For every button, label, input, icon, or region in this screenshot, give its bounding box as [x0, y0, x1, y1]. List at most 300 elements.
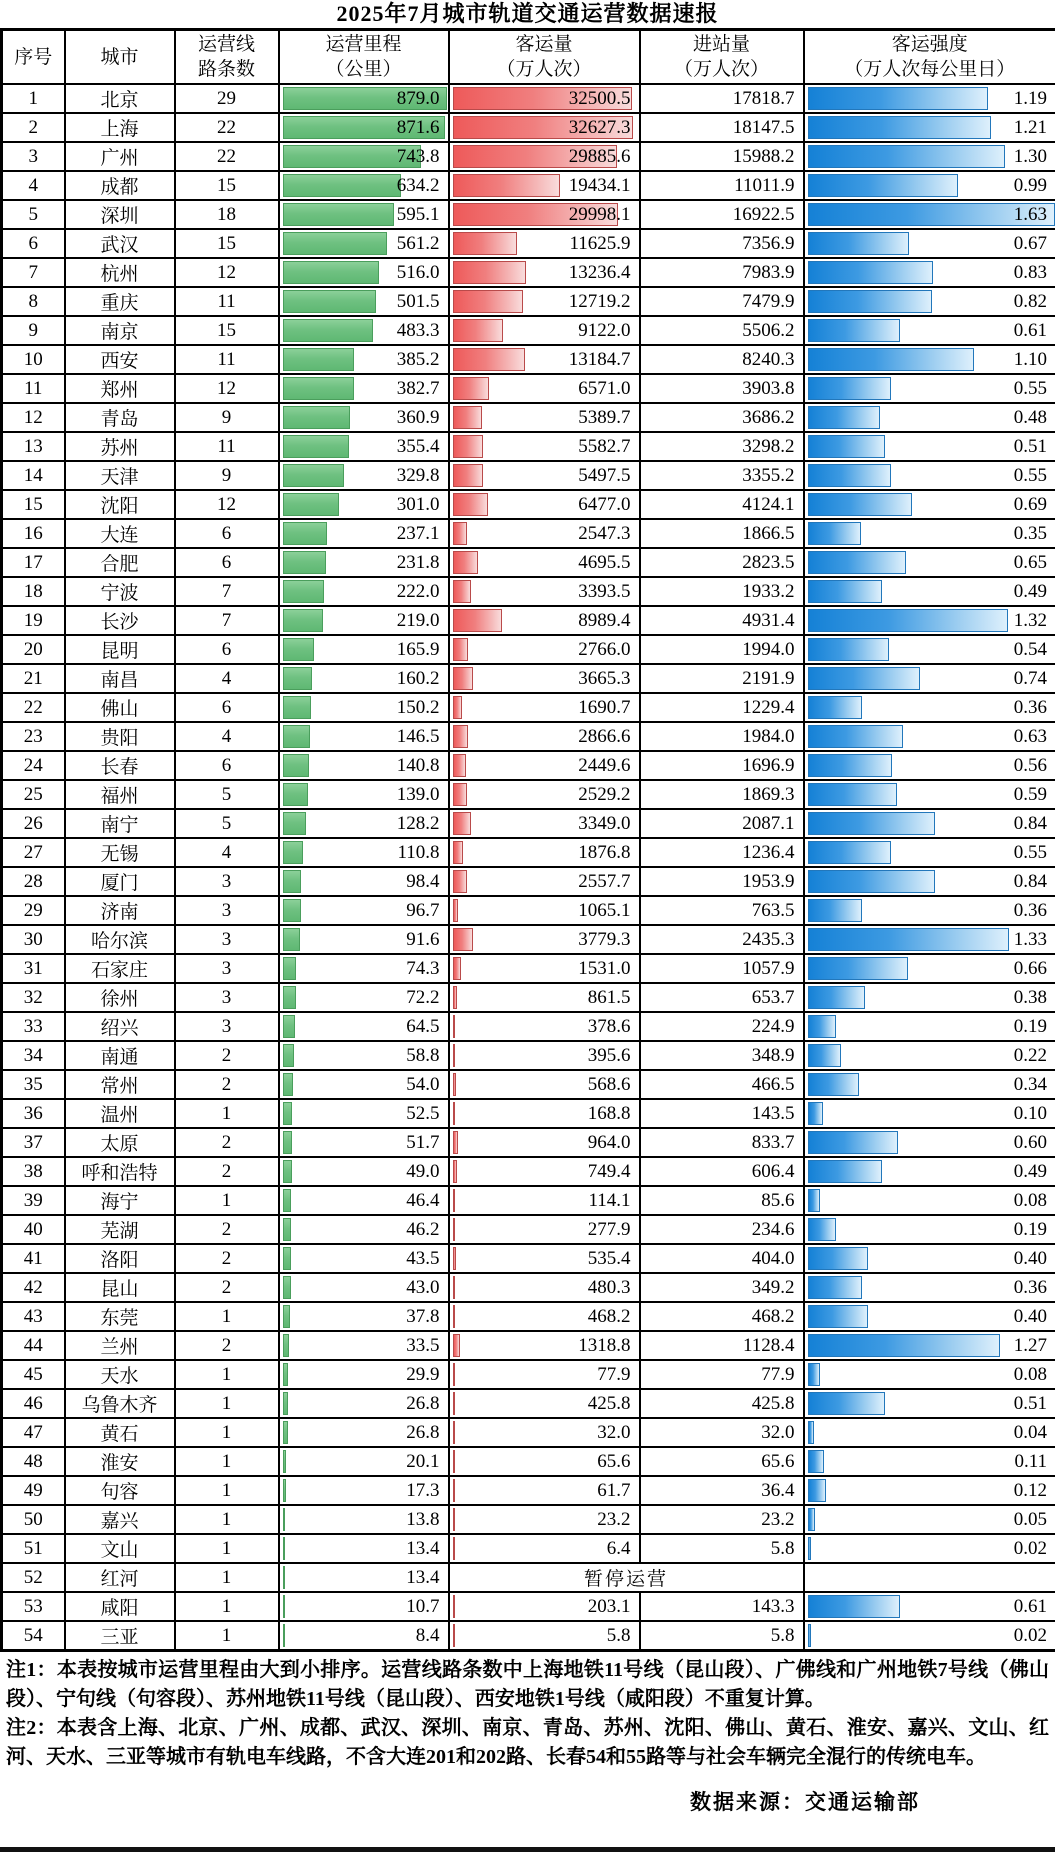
rank-cell: 36: [2, 1099, 65, 1128]
intensity-cell-value: 0.84: [1013, 812, 1047, 834]
mileage-cell-value: 140.8: [396, 754, 440, 776]
city-cell: 南宁: [65, 809, 175, 838]
rank-cell: 17: [2, 548, 65, 577]
mileage-cell: [279, 983, 449, 1012]
entries-cell-value: 8240.3: [742, 348, 795, 370]
lines-count-cell: 1: [175, 1563, 279, 1592]
passengers-cell: [449, 461, 640, 490]
entries-cell: [640, 1476, 804, 1505]
mileage-cell: [279, 1476, 449, 1505]
mileage-cell-value: 871.6: [396, 116, 440, 138]
mileage-cell: [279, 1273, 449, 1302]
passengers-cell-value: 32627.3: [568, 116, 631, 138]
passengers-cell-value: 9122.0: [578, 319, 631, 341]
city-cell: 咸阳: [65, 1592, 175, 1621]
entries-cell: [640, 1099, 804, 1128]
entries-cell: [640, 1534, 804, 1563]
entries-cell-value: 11011.9: [734, 174, 795, 196]
entries-cell-value: 4124.1: [742, 493, 795, 515]
entries-cell-value: 2823.5: [742, 551, 795, 573]
table-row: [2, 954, 1055, 983]
rank-cell: 11: [2, 374, 65, 403]
rank-cell: 40: [2, 1215, 65, 1244]
passengers-cell-value: 535.4: [587, 1247, 631, 1269]
passengers-cell: [449, 1621, 640, 1651]
entries-cell: [640, 1447, 804, 1476]
city-cell: 南通: [65, 1041, 175, 1070]
mileage-cell: [279, 1563, 449, 1592]
rank-cell: 53: [2, 1592, 65, 1621]
passengers-cell: [449, 751, 640, 780]
intensity-cell-value: 0.08: [1013, 1363, 1047, 1385]
entries-cell: [640, 1360, 804, 1389]
city-cell: 句容: [65, 1476, 175, 1505]
entries-cell: [640, 925, 804, 954]
mileage-cell: [279, 1186, 449, 1215]
passengers-cell-value: 32.0: [597, 1421, 631, 1443]
intensity-cell: [804, 1186, 1055, 1215]
intensity-cell-value: 0.61: [1013, 319, 1047, 341]
lines-count-cell: 15: [175, 229, 279, 258]
passengers-cell-value: 61.7: [597, 1479, 631, 1501]
passengers-cell: [449, 345, 640, 374]
lines-count-cell: 2: [175, 1244, 279, 1273]
passengers-cell: [449, 983, 640, 1012]
passengers-cell-value: 1065.1: [578, 899, 631, 921]
table-row: [2, 751, 1055, 780]
entries-cell-value: 5506.2: [742, 319, 795, 341]
intensity-cell-value: 0.19: [1013, 1218, 1047, 1240]
mileage-cell: [279, 577, 449, 606]
intensity-cell: [804, 258, 1055, 287]
lines-count-cell: 12: [175, 258, 279, 287]
intensity-cell-value: 0.08: [1013, 1189, 1047, 1211]
intensity-cell-value: 0.19: [1013, 1015, 1047, 1037]
passengers-cell: [449, 867, 640, 896]
intensity-cell-value: 0.04: [1013, 1421, 1047, 1443]
city-cell: 重庆: [65, 287, 175, 316]
intensity-cell: [804, 345, 1055, 374]
passengers-cell: [449, 1186, 640, 1215]
table-row: [2, 577, 1055, 606]
mileage-cell: [279, 548, 449, 577]
table-row: [2, 374, 1055, 403]
intensity-cell-value: 0.51: [1013, 435, 1047, 457]
city-cell: 深圳: [65, 200, 175, 229]
city-cell: 大连: [65, 519, 175, 548]
rank-cell: 32: [2, 983, 65, 1012]
entries-cell: [640, 345, 804, 374]
passengers-cell: [449, 200, 640, 229]
city-cell: 海宁: [65, 1186, 175, 1215]
rank-cell: 37: [2, 1128, 65, 1157]
lines-count-cell: 2: [175, 1331, 279, 1360]
lines-count-cell: 6: [175, 635, 279, 664]
entries-cell-value: 1933.2: [742, 580, 795, 602]
mileage-cell: [279, 461, 449, 490]
intensity-cell-value: 0.36: [1013, 1276, 1047, 1298]
passengers-cell-value: 277.9: [587, 1218, 631, 1240]
lines-count-cell: 6: [175, 519, 279, 548]
table-row: [2, 258, 1055, 287]
rank-cell: 9: [2, 316, 65, 345]
intensity-cell: [804, 809, 1055, 838]
passengers-cell: [449, 1157, 640, 1186]
mileage-cell: [279, 1447, 449, 1476]
intensity-cell: [804, 838, 1055, 867]
rank-cell: 7: [2, 258, 65, 287]
rank-cell: 4: [2, 171, 65, 200]
city-cell: 杭州: [65, 258, 175, 287]
mileage-cell: [279, 1331, 449, 1360]
note-1: 注1：本表按城市运营里程由大到小排序。运营线路条数中上海地铁11号线（昆山段）、广佛线和广州地铁7号线（佛山段）、宁句线（句容段）、苏州地铁11号线（昆山段）、西安地铁1号线（咸阳段）不重复计算。: [6, 1659, 1049, 1710]
mileage-cell-value: 64.5: [406, 1015, 440, 1037]
intensity-cell-value: 0.05: [1013, 1508, 1047, 1530]
lines-count-cell: 3: [175, 1012, 279, 1041]
rank-cell: 18: [2, 577, 65, 606]
passengers-cell-value: 5582.7: [578, 435, 631, 457]
mileage-cell: [279, 1157, 449, 1186]
mileage-cell: [279, 1389, 449, 1418]
passengers-cell-value: 861.5: [587, 986, 631, 1008]
intensity-cell-value: 0.02: [1013, 1537, 1047, 1559]
mileage-cell: [279, 664, 449, 693]
passengers-cell-value: 13184.7: [568, 348, 631, 370]
mileage-cell: [279, 432, 449, 461]
intensity-cell: [804, 983, 1055, 1012]
passengers-cell-value: 65.6: [597, 1450, 631, 1472]
intensity-cell: [804, 780, 1055, 809]
intensity-cell: [804, 1302, 1055, 1331]
mileage-cell: [279, 925, 449, 954]
lines-count-cell: 4: [175, 722, 279, 751]
passengers-cell-value: 964.0: [587, 1131, 631, 1153]
passengers-cell-value: 6571.0: [578, 377, 631, 399]
mileage-cell: [279, 229, 449, 258]
entries-cell-value: 1984.0: [742, 725, 795, 747]
passengers-cell-value: 77.9: [597, 1363, 631, 1385]
city-cell: 天津: [65, 461, 175, 490]
table-row: [2, 1447, 1055, 1476]
intensity-cell: [804, 519, 1055, 548]
entries-cell: [640, 113, 804, 142]
intensity-cell: [804, 896, 1055, 925]
city-cell: 南昌: [65, 664, 175, 693]
entries-cell: [640, 84, 804, 113]
entries-cell: [640, 896, 804, 925]
intensity-cell-empty: [804, 1563, 1055, 1592]
mileage-cell-value: 26.8: [406, 1392, 440, 1414]
mileage-cell: [279, 1215, 449, 1244]
column-header-0: 序号: [2, 30, 65, 85]
city-cell: 兰州: [65, 1331, 175, 1360]
table-row: [2, 693, 1055, 722]
entries-cell: [640, 171, 804, 200]
entries-cell: [640, 664, 804, 693]
intensity-cell-value: 0.69: [1013, 493, 1047, 515]
passengers-cell: [449, 925, 640, 954]
mileage-cell: [279, 1505, 449, 1534]
city-cell: 石家庄: [65, 954, 175, 983]
table-row: [2, 1418, 1055, 1447]
city-cell: 洛阳: [65, 1244, 175, 1273]
table-row: [2, 635, 1055, 664]
entries-cell: [640, 1244, 804, 1273]
intensity-cell: [804, 1331, 1055, 1360]
mileage-cell: [279, 345, 449, 374]
city-cell: 徐州: [65, 983, 175, 1012]
entries-cell: [640, 1186, 804, 1215]
entries-cell: [640, 258, 804, 287]
intensity-cell-value: 0.99: [1013, 174, 1047, 196]
entries-cell-value: 833.7: [751, 1131, 795, 1153]
passengers-cell: [449, 577, 640, 606]
entries-cell-value: 425.8: [751, 1392, 795, 1414]
entries-cell-value: 763.5: [751, 899, 795, 921]
mileage-cell-value: 58.8: [406, 1044, 440, 1066]
lines-count-cell: 2: [175, 1273, 279, 1302]
page-title: 2025年7月城市轨道交通运营数据速报: [336, 1, 719, 26]
intensity-cell: [804, 374, 1055, 403]
intensity-cell: [804, 1215, 1055, 1244]
entries-cell-value: 23.2: [761, 1508, 795, 1530]
table-row: [2, 1157, 1055, 1186]
lines-count-cell: 11: [175, 432, 279, 461]
rank-cell: 34: [2, 1041, 65, 1070]
passengers-cell: [449, 548, 640, 577]
intensity-cell: [804, 954, 1055, 983]
city-cell: 嘉兴: [65, 1505, 175, 1534]
mileage-cell: [279, 1592, 449, 1621]
intensity-cell-value: 0.49: [1013, 1160, 1047, 1182]
intensity-cell: [804, 316, 1055, 345]
passengers-cell-value: 5389.7: [578, 406, 631, 428]
city-cell: 青岛: [65, 403, 175, 432]
rank-cell: 3: [2, 142, 65, 171]
mileage-cell: [279, 287, 449, 316]
intensity-cell: [804, 113, 1055, 142]
entries-cell: [640, 722, 804, 751]
passengers-cell: [449, 896, 640, 925]
lines-count-cell: 2: [175, 1157, 279, 1186]
rank-cell: 46: [2, 1389, 65, 1418]
city-cell: 沈阳: [65, 490, 175, 519]
entries-cell: [640, 461, 804, 490]
passengers-cell-value: 3349.0: [578, 812, 631, 834]
mileage-cell: [279, 896, 449, 925]
entries-cell-value: 224.9: [751, 1015, 795, 1037]
lines-count-cell: 15: [175, 171, 279, 200]
entries-cell-value: 77.9: [761, 1363, 795, 1385]
passengers-cell-value: 19434.1: [568, 174, 631, 196]
mileage-cell-value: 91.6: [406, 928, 440, 950]
intensity-cell-value: 0.49: [1013, 580, 1047, 602]
entries-cell: [640, 490, 804, 519]
intensity-cell-value: 1.27: [1013, 1334, 1047, 1356]
table-row: [2, 809, 1055, 838]
rank-cell: 14: [2, 461, 65, 490]
mileage-cell-value: 382.7: [396, 377, 440, 399]
mileage-cell: [279, 838, 449, 867]
intensity-cell: [804, 490, 1055, 519]
bottom-divider: [0, 1847, 1055, 1852]
mileage-cell-value: 46.2: [406, 1218, 440, 1240]
intensity-cell-value: 0.36: [1013, 899, 1047, 921]
mileage-cell: [279, 374, 449, 403]
entries-cell: [640, 780, 804, 809]
passengers-cell: [449, 287, 640, 316]
table-row: [2, 722, 1055, 751]
city-cell: 长春: [65, 751, 175, 780]
lines-count-cell: 18: [175, 200, 279, 229]
entries-cell-value: 404.0: [751, 1247, 795, 1269]
intensity-cell: [804, 722, 1055, 751]
lines-count-cell: 2: [175, 1215, 279, 1244]
column-header-1: 城市: [65, 30, 175, 85]
passengers-cell-value: 168.8: [587, 1102, 631, 1124]
mileage-cell: [279, 200, 449, 229]
intensity-cell: [804, 867, 1055, 896]
rank-cell: 16: [2, 519, 65, 548]
intensity-cell-value: 0.61: [1013, 1595, 1047, 1617]
entries-cell: [640, 1505, 804, 1534]
table-row: [2, 1360, 1055, 1389]
lines-count-cell: 3: [175, 867, 279, 896]
lines-count-cell: 1: [175, 1476, 279, 1505]
intensity-cell-value: 1.10: [1013, 348, 1047, 370]
mileage-cell: [279, 84, 449, 113]
mileage-cell-value: 879.0: [396, 87, 440, 109]
passengers-cell: [449, 780, 640, 809]
table-row: [2, 983, 1055, 1012]
intensity-cell: [804, 84, 1055, 113]
intensity-cell-value: 0.66: [1013, 957, 1047, 979]
entries-cell: [640, 1128, 804, 1157]
rank-cell: 22: [2, 693, 65, 722]
passengers-cell: [449, 229, 640, 258]
passengers-cell: [449, 490, 640, 519]
passengers-cell: [449, 1244, 640, 1273]
mileage-cell-value: 150.2: [396, 696, 440, 718]
city-cell: 广州: [65, 142, 175, 171]
intensity-cell: [804, 1273, 1055, 1302]
intensity-cell: [804, 1447, 1055, 1476]
intensity-cell-value: 0.60: [1013, 1131, 1047, 1153]
city-cell: 上海: [65, 113, 175, 142]
lines-count-cell: 2: [175, 1041, 279, 1070]
passengers-cell: [449, 722, 640, 751]
suspended-cell: 暂停运营: [449, 1563, 804, 1592]
passengers-cell: [449, 84, 640, 113]
table-row: [2, 519, 1055, 548]
passengers-cell: [449, 1070, 640, 1099]
passengers-cell: [449, 142, 640, 171]
mileage-cell-value: 74.3: [406, 957, 440, 979]
passengers-cell: [449, 1128, 640, 1157]
table-row: [2, 1621, 1055, 1651]
mileage-cell-value: 26.8: [406, 1421, 440, 1443]
intensity-cell-value: 1.21: [1013, 116, 1047, 138]
column-header-6: 客运强度 （万人次每公里日）: [804, 30, 1055, 85]
table-row: [2, 1012, 1055, 1041]
table-row: [2, 84, 1055, 113]
city-cell: 淮安: [65, 1447, 175, 1476]
mileage-cell-value: 37.8: [406, 1305, 440, 1327]
table-row: [2, 1505, 1055, 1534]
lines-count-cell: 12: [175, 490, 279, 519]
entries-cell: [640, 519, 804, 548]
mileage-cell-value: 165.9: [396, 638, 440, 660]
intensity-cell-value: 1.63: [1013, 203, 1047, 225]
passengers-cell: [449, 316, 640, 345]
table-row: [2, 461, 1055, 490]
passengers-cell-value: 3779.3: [578, 928, 631, 950]
city-cell: 三亚: [65, 1621, 175, 1651]
lines-count-cell: 4: [175, 664, 279, 693]
city-cell: 成都: [65, 171, 175, 200]
passengers-cell: [449, 1331, 640, 1360]
mileage-cell-value: 231.8: [396, 551, 440, 573]
entries-cell-value: 1953.9: [742, 870, 795, 892]
entries-cell-value: 15988.2: [732, 145, 795, 167]
table-row: [2, 113, 1055, 142]
passengers-cell-value: 2529.2: [578, 783, 631, 805]
lines-count-cell: 1: [175, 1389, 279, 1418]
rank-cell: 25: [2, 780, 65, 809]
passengers-cell: [449, 519, 640, 548]
intensity-cell: [804, 548, 1055, 577]
mileage-cell: [279, 722, 449, 751]
entries-cell-value: 17818.7: [732, 87, 795, 109]
mileage-cell-value: 46.4: [406, 1189, 440, 1211]
passengers-cell: [449, 1273, 640, 1302]
table-row: [2, 1186, 1055, 1215]
passengers-cell: [449, 1360, 640, 1389]
entries-cell: [640, 374, 804, 403]
passengers-cell: [449, 1534, 640, 1563]
rank-cell: 24: [2, 751, 65, 780]
entries-cell-value: 1866.5: [742, 522, 795, 544]
lines-count-cell: 29: [175, 84, 279, 113]
entries-cell-value: 1057.9: [742, 957, 795, 979]
mileage-cell-value: 561.2: [396, 232, 440, 254]
entries-cell-value: 3903.8: [742, 377, 795, 399]
entries-cell-value: 32.0: [761, 1421, 795, 1443]
passengers-cell: [449, 1505, 640, 1534]
rank-cell: 8: [2, 287, 65, 316]
city-cell: 郑州: [65, 374, 175, 403]
table-body: [2, 84, 1055, 1651]
entries-cell-value: 4931.4: [742, 609, 795, 631]
mileage-cell: [279, 142, 449, 171]
rank-cell: 13: [2, 432, 65, 461]
mileage-cell: [279, 1070, 449, 1099]
intensity-cell-value: 1.19: [1013, 87, 1047, 109]
table-row: [2, 1128, 1055, 1157]
rank-cell: 41: [2, 1244, 65, 1273]
mileage-cell: [279, 1418, 449, 1447]
lines-count-cell: 3: [175, 925, 279, 954]
mileage-cell: [279, 258, 449, 287]
lines-count-cell: 1: [175, 1505, 279, 1534]
lines-count-cell: 2: [175, 1128, 279, 1157]
mileage-cell-value: 43.0: [406, 1276, 440, 1298]
table-row: [2, 316, 1055, 345]
city-cell: 南京: [65, 316, 175, 345]
table-row: [2, 200, 1055, 229]
mileage-cell: [279, 490, 449, 519]
entries-cell-value: 2435.3: [742, 928, 795, 950]
